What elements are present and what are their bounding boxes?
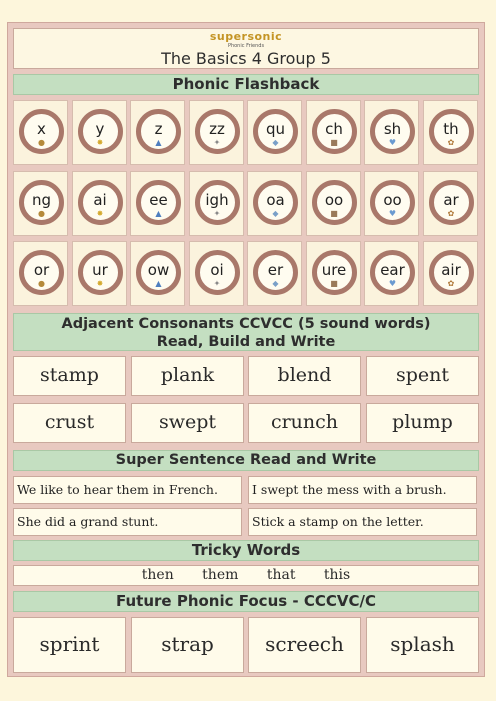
grapheme-tile — [364, 100, 419, 165]
grapheme-label: ear — [380, 261, 405, 279]
section-adjacent-consonants — [13, 313, 479, 351]
picture-cue-icon: ✸ — [96, 138, 104, 147]
grapheme-tile — [364, 171, 419, 236]
grapheme-tile — [247, 171, 302, 236]
picture-cue-icon: ▲ — [155, 138, 162, 147]
tricky-word: them — [202, 567, 239, 583]
grapheme-ring — [78, 109, 123, 154]
grapheme-tile — [189, 171, 244, 236]
tricky-words-list — [13, 565, 479, 586]
grapheme-label: ng — [31, 190, 52, 209]
picture-cue-icon: ✿ — [447, 138, 455, 147]
sentence-card: I swept the mess with a brush. — [248, 476, 477, 504]
grapheme-tile — [306, 241, 361, 306]
word-card: plank — [131, 356, 244, 396]
grapheme-tile — [247, 241, 302, 306]
grapheme-ring — [253, 180, 298, 225]
grapheme-label: th — [443, 120, 459, 138]
picture-cue-icon: ■ — [330, 279, 338, 288]
grapheme-label: oo — [324, 190, 344, 209]
grapheme-tile — [72, 100, 127, 165]
section-adjacent-subtitle: Read, Build and Write — [156, 334, 336, 350]
tricky-word: this — [323, 567, 351, 583]
grapheme-tile — [306, 100, 361, 165]
grapheme-tile — [72, 241, 127, 306]
grapheme-ring — [78, 180, 123, 225]
grapheme-ring — [19, 250, 64, 295]
future-word-card: sprint — [13, 617, 126, 673]
picture-cue-icon: ◆ — [272, 279, 279, 288]
grapheme-label: ure — [321, 261, 347, 279]
grapheme-label: ch — [325, 120, 343, 138]
picture-cue-icon: ● — [38, 208, 45, 218]
grapheme-ring — [195, 180, 240, 225]
grapheme-tile — [130, 100, 185, 165]
grapheme-label: y — [95, 120, 105, 138]
grapheme-ring — [429, 250, 474, 295]
grapheme-tile — [423, 171, 478, 236]
grapheme-ring — [195, 109, 240, 154]
picture-cue-icon: ◆ — [272, 138, 279, 147]
grapheme-label: ee — [149, 190, 168, 209]
tricky-word: that — [266, 567, 296, 583]
picture-cue-icon: ■ — [330, 138, 338, 147]
grapheme-label: ur — [92, 261, 108, 279]
grapheme-ring — [253, 109, 298, 154]
picture-cue-icon: ▲ — [155, 208, 162, 218]
picture-cue-icon: ■ — [330, 208, 338, 218]
future-word-card: strap — [131, 617, 244, 673]
sentence-card: We like to hear them in French. — [13, 476, 242, 504]
section-tricky-words: Tricky Words — [13, 540, 479, 561]
word-card: crunch — [248, 403, 361, 443]
section-phonic-flashback: Phonic Flashback — [13, 74, 479, 95]
picture-cue-icon: ✸ — [96, 279, 104, 288]
header — [13, 28, 479, 69]
grapheme-ring — [370, 180, 415, 225]
sentence-card: She did a grand stunt. — [13, 508, 242, 536]
grapheme-tile — [13, 100, 68, 165]
grapheme-label: igh — [205, 190, 229, 209]
grapheme-tile — [423, 100, 478, 165]
picture-cue-icon: ✦ — [213, 138, 221, 147]
picture-cue-icon: ● — [38, 279, 45, 288]
grapheme-tile — [130, 241, 185, 306]
section-future-phonic-focus: Future Phonic Focus - CCCVC/C — [13, 591, 479, 612]
grapheme-tile — [13, 171, 68, 236]
grapheme-label: zz — [209, 120, 225, 138]
brand-logo: supersonic — [209, 30, 283, 43]
grapheme-ring — [136, 250, 181, 295]
picture-cue-icon: ● — [38, 138, 45, 147]
grapheme-ring — [136, 109, 181, 154]
grapheme-label: x — [37, 120, 46, 138]
grapheme-ring — [312, 180, 357, 225]
tricky-word: then — [141, 567, 174, 583]
sentence-card: Stick a stamp on the letter. — [248, 508, 477, 536]
grapheme-ring — [253, 250, 298, 295]
brand-subtitle: Phonic Friends — [227, 43, 265, 49]
grapheme-label: oi — [210, 261, 224, 279]
grapheme-tile — [13, 241, 68, 306]
future-word-card: splash — [366, 617, 479, 673]
grapheme-label: qu — [265, 120, 286, 138]
word-card: stamp — [13, 356, 126, 396]
grapheme-label: oo — [383, 190, 402, 209]
picture-cue-icon: ♥ — [388, 138, 397, 147]
word-card: spent — [366, 356, 479, 396]
grapheme-tile — [423, 241, 478, 306]
picture-cue-icon: ✿ — [447, 208, 455, 218]
grapheme-ring — [312, 109, 357, 154]
page-title: The Basics 4 Group 5 — [161, 49, 331, 68]
grapheme-ring — [429, 109, 474, 154]
grapheme-label: z — [154, 120, 163, 138]
grapheme-ring — [370, 109, 415, 154]
grapheme-tile — [72, 171, 127, 236]
picture-cue-icon: ✿ — [447, 279, 455, 288]
grapheme-ring — [78, 250, 123, 295]
grapheme-ring — [19, 180, 64, 225]
picture-cue-icon: ▲ — [155, 279, 162, 288]
grapheme-label: ow — [147, 261, 170, 279]
picture-cue-icon: ♥ — [388, 279, 397, 288]
future-word-card: screech — [248, 617, 361, 673]
picture-cue-icon: ✦ — [213, 208, 221, 218]
grapheme-tile — [189, 100, 244, 165]
grapheme-tile — [364, 241, 419, 306]
grapheme-label: sh — [383, 120, 402, 138]
worksheet — [7, 22, 485, 677]
grapheme-label: or — [33, 261, 50, 279]
grapheme-label: er — [267, 261, 284, 279]
word-card: crust — [13, 403, 126, 443]
grapheme-ring — [136, 180, 181, 225]
word-card: blend — [248, 356, 361, 396]
grapheme-label: ar — [443, 190, 459, 209]
grapheme-tile — [189, 241, 244, 306]
grapheme-ring — [429, 180, 474, 225]
picture-cue-icon: ✸ — [96, 208, 104, 218]
picture-cue-icon: ♥ — [388, 208, 397, 218]
grapheme-ring — [312, 250, 357, 295]
word-card: swept — [131, 403, 244, 443]
grapheme-tile — [306, 171, 361, 236]
picture-cue-icon: ✦ — [213, 279, 221, 288]
word-card: plump — [366, 403, 479, 443]
grapheme-label: ai — [93, 190, 107, 209]
section-super-sentence: Super Sentence Read and Write — [13, 450, 479, 471]
grapheme-tile — [247, 100, 302, 165]
grapheme-label: oa — [266, 190, 285, 209]
grapheme-ring — [195, 250, 240, 295]
grapheme-label: air — [441, 261, 461, 279]
section-adjacent-title: Adjacent Consonants CCVCC (5 sound words) — [61, 316, 431, 332]
grapheme-ring — [19, 109, 64, 154]
grapheme-tile — [130, 171, 185, 236]
picture-cue-icon: ◆ — [272, 208, 279, 218]
grapheme-ring — [370, 250, 415, 295]
